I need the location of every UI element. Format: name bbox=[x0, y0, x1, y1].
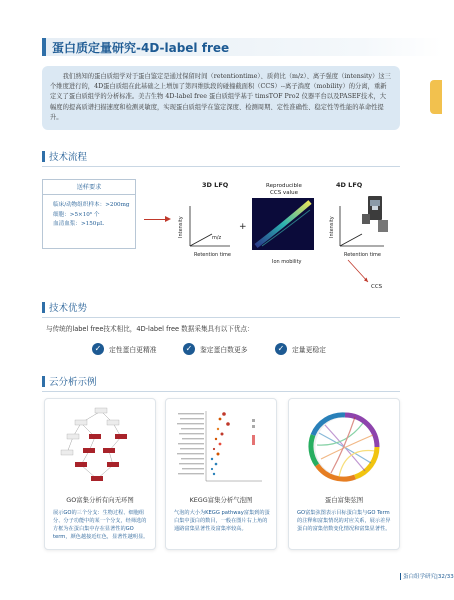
lfq3d-retention-label: Retention time bbox=[194, 252, 231, 258]
section-divider bbox=[42, 166, 400, 167]
lfq3d-z-axis bbox=[190, 234, 212, 246]
sample-requirements-title: 送样要求 bbox=[43, 180, 135, 195]
check-icon: ✓ bbox=[183, 343, 195, 355]
kegg-bubble-title: KEGG富集分析气泡图 bbox=[189, 496, 253, 504]
check-icon: ✓ bbox=[92, 343, 104, 355]
section-cloud-heading bbox=[42, 375, 97, 387]
plus-sign: + bbox=[239, 222, 247, 232]
check-icon: ✓ bbox=[275, 343, 287, 355]
flow-arrow-line bbox=[144, 219, 166, 220]
go-dag-thumbnail bbox=[51, 405, 151, 489]
lfq4d-intensity-label: Intensity bbox=[329, 216, 335, 238]
ion-mobility-label: Ion mobility bbox=[272, 259, 302, 265]
sample-row-serum: 血清血浆：>150μL bbox=[53, 221, 104, 227]
ccs-label-line2: CCS value bbox=[270, 190, 298, 196]
chord-title: 蛋白富集弦图 bbox=[324, 496, 364, 504]
page-title: 蛋白质定量研究-4D-label free bbox=[52, 41, 230, 55]
lfq-diagram bbox=[172, 176, 402, 298]
advantage-label: 鉴定蛋白数更多 bbox=[200, 346, 248, 354]
chord-card bbox=[288, 398, 400, 550]
side-tab bbox=[430, 80, 442, 114]
chord-description: GO富集弦图表示目标蛋白集与GO Term的注释和富集情况的对应关系，展示差异蛋白的富集倍数变化情况和富集显著性。 bbox=[297, 510, 391, 532]
lfq4d-retention-label: Retention time bbox=[344, 252, 381, 258]
section-marker bbox=[42, 151, 45, 162]
lfq4d-z-axis bbox=[340, 234, 362, 246]
kegg-bubble-card bbox=[165, 398, 277, 550]
section-marker bbox=[42, 302, 45, 313]
go-dag-title: GO富集分析有向无环图 bbox=[66, 496, 134, 504]
ccs-axis-label: CCS bbox=[371, 284, 383, 290]
section-advantages-label: 技术优势 bbox=[49, 303, 88, 314]
title-accent-bar bbox=[42, 38, 46, 56]
section-advantages-heading bbox=[42, 301, 87, 313]
flow-arrow-head bbox=[165, 216, 171, 222]
lfq3d-mz-label: m/z bbox=[212, 235, 222, 241]
sample-requirements-box bbox=[42, 179, 136, 249]
ccs-label-line1: Reproducible bbox=[266, 183, 302, 189]
section-divider bbox=[42, 391, 400, 392]
kegg-bubble-thumbnail bbox=[172, 405, 272, 489]
kegg-bubble-description: 气泡的大小为KEGG pathway富集到的蛋白集中蛋白的数目，一般在图片右上角的通路富集显著性及富集率较高。 bbox=[174, 510, 270, 532]
advantage-item bbox=[183, 343, 248, 355]
intro-text: 我们熟知的蛋白质组学对于蛋白鉴定是通过保留时间（retentiontime）、质荷比（m/z）、离子强度（intensity）这三个维度进行的，4D蛋白质组在此基础之上增加了第四维肽段的碰撞截面积（CCS）--离子淌度（mobility）的分离，重新定义了蛋白质组学的分析标准。美吉生物 4D-label free 蛋白质组学基于 timsTOF Pro2 仪器平台以及PASEF技术，大幅度的提高质谱扫描速度和检测灵敏度，实现蛋白质组学在鉴定深度、检测周期、定性准确性、稳定性等性能的革命性提升。 bbox=[50, 73, 391, 121]
section-workflow-heading bbox=[42, 150, 87, 162]
page-footer bbox=[400, 572, 454, 580]
ccs-arrow bbox=[348, 260, 368, 282]
section-marker bbox=[42, 376, 45, 387]
section-divider bbox=[42, 317, 400, 318]
footer-text: 蛋白组学研究|32/33 bbox=[403, 574, 454, 580]
intro-panel bbox=[42, 66, 400, 130]
advantages-intro: 与传统的label free技术相比，4D-label free 数据采集具有以下优点： bbox=[46, 325, 254, 333]
advantage-item bbox=[275, 343, 326, 355]
instrument-icon bbox=[362, 196, 388, 232]
go-dag-description: 展示GO的三个分支：生物过程、细胞组分、分子功能中的某一个分支，经筛选的方框为在蛋白集中存在显著性的GO term，颜色越接近红色，显著性越明显。 bbox=[53, 510, 149, 540]
section-workflow-label: 技术流程 bbox=[49, 152, 88, 163]
advantage-label: 定量更稳定 bbox=[292, 346, 326, 354]
lfq4d-label: 4D LFQ bbox=[336, 181, 363, 189]
advantage-label: 定性蛋白更精准 bbox=[109, 346, 157, 354]
go-dag-card bbox=[44, 398, 156, 550]
advantage-item bbox=[92, 343, 157, 355]
sample-row-tissue: 临床/动物组织样本：>200mg bbox=[53, 202, 130, 208]
lfq3d-intensity-label: Intensity bbox=[178, 216, 184, 238]
footer-marker bbox=[400, 573, 401, 580]
section-cloud-label: 云分析示例 bbox=[49, 377, 97, 388]
chord-thumbnail bbox=[295, 405, 395, 489]
lfq3d-label: 3D LFQ bbox=[202, 181, 229, 189]
sample-row-cells: 细胞：>5×10⁶ 个 bbox=[53, 211, 100, 218]
